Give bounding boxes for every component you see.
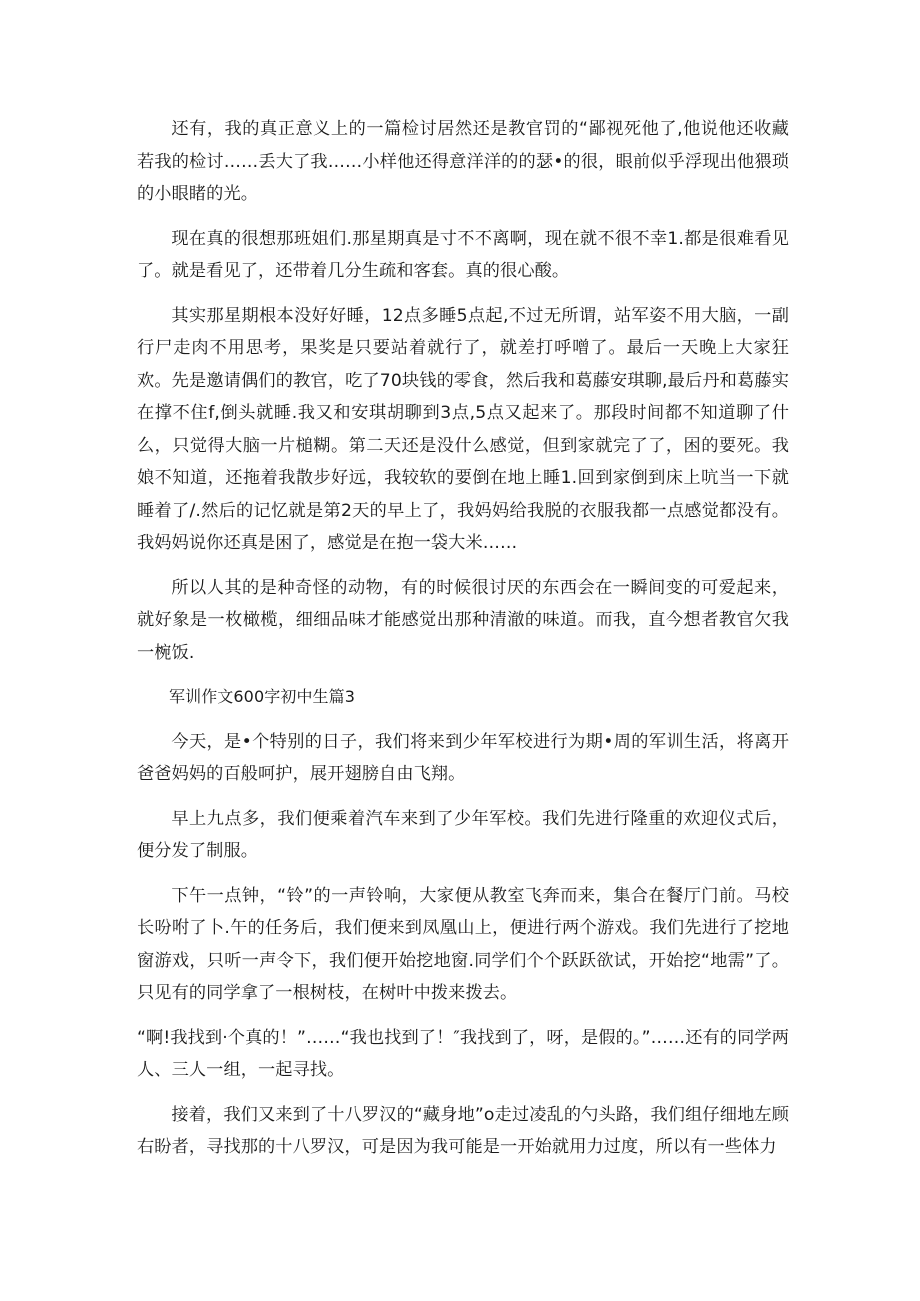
paragraph-special-day: 今天，是•个特别的日子，我们将来到少年军校进行为期•周的军训生活，将离开爸爸妈妈的百般呵护，展开翅膀自由飞翔。 [137, 731, 789, 784]
paragraph-eighteen-arhats: 接着，我们又来到了十八罗汉的“藏身地”o走过凌乱的勺头路，我们组仔细地左顾右盼者，寻找那的十八罗汉，可是因为我可能是一开始就用力过度，所以有一些体力 [137, 1104, 789, 1157]
section-heading: 军训作文600字初中生篇3 [169, 687, 356, 706]
paragraph-quote: “啊!我找到·个真的！”……“我也找到了！″我找到了，呀，是假的。”……还有的同学两人、三人一组，一起寻找。 [137, 1027, 789, 1080]
document-body [137, 113, 789, 1176]
paragraph-confession: 还有，我的真正意义上的一篇检讨居然还是教官罚的“鄙视死他了,他说他还收藏若我的检讨……丢大了我……小样他还得意洋洋的的瑟•的很，眼前似乎浮现出他猥琐的小眼睹的光。 [137, 119, 789, 204]
paragraph-afternoon: 下午一点钟，“铃”的一声铃响，大家便从教室飞奔而来，集合在餐厅门前。马校长吩咐了卜.午的任务后，我们便来到凤凰山上，便进行两个游戏。我们先进行了挖地窗游戏，只听一声令下，我们便开始挖地窗.同学们个个跃跃欲试，开始挖“地需”了。只见有的同学拿了一根树枝，在树叶中拨来拨去。 [137, 885, 789, 1003]
paragraph-morning: 早上九点多，我们便乘着汽车来到了少年军校。我们先进行隆重的欢迎仪式后，便分发了制服。 [137, 808, 789, 861]
paragraph-sleepless-week: 其实那星期根本没好好睡，12点多睡5点起,不过无所谓，站军姿不用大脑，一副行尸走肉不用思考，果奖是只要站着就行了，就差打呼噌了。最后一天晚上大家狂欢。先是邀请偶们的教官，吃了70块钱的零食，然后我和葛藤安琪聊,最后丹和葛藤实在撑不住f,倒头就睡.我又和安琪胡聊到3点,5点又起来了。那段时间都不知道聊了什么，只觉得大脑一片槌糊。第二天还是没什么感觉，但到家就完了了，困的要死。我娘不知道，还拖着我散步好远，我较软的要倒在地上睡1.回到家倒到床上吭当一下就睡着了/.然后的记忆就是第2天的早上了，我妈妈给我脱的衣服我都一点感觉都没有。我妈妈说你还真是困了，感觉是在抱一袋大米…… [137, 305, 789, 553]
paragraph-reflection: 所以人其的是种奇怪的动物，有的时候很讨厌的东西会在一瞬间变的可爱起来，就好象是一枚橄榄，细细品味才能感觉出那种清澈的味道。而我，直今想者教官欠我一椀饭. [137, 577, 789, 663]
paragraph-miss-friends: 现在真的很想那班姐们.那星期真是寸不不离啊，现在就不很不幸1.都是很难看见了。就是看见了，还带着几分生疏和客套。真的很心酸。 [137, 228, 789, 281]
